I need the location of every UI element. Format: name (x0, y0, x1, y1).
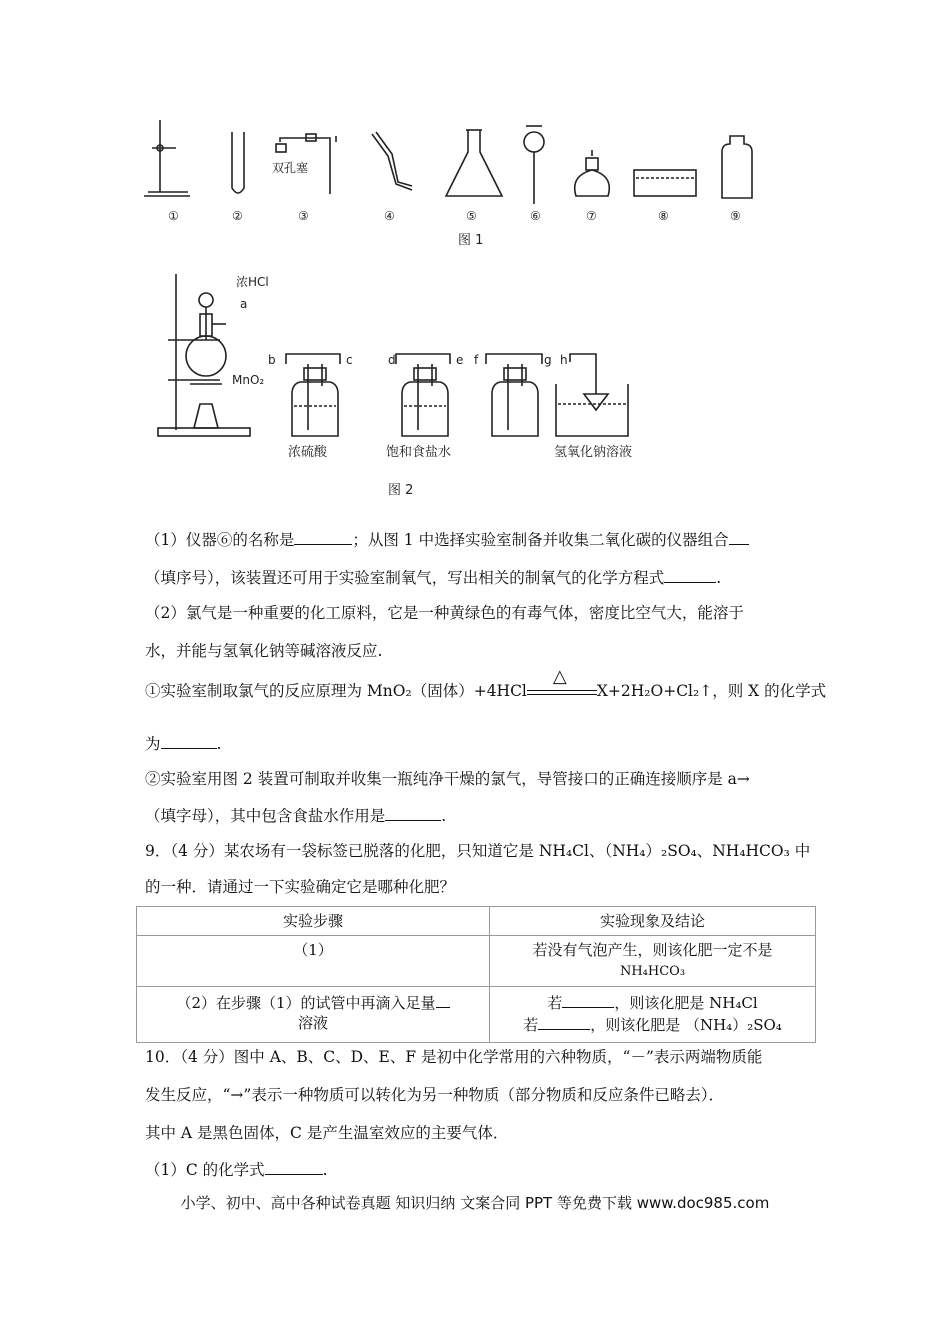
q8-text: . (216, 735, 222, 753)
q8-text: （1）仪器⑥的名称是 (145, 531, 295, 549)
q8-text: （填字母），其中包含食盐水作用是 (145, 807, 386, 825)
label-4: ④ (384, 209, 395, 223)
q10-text: 发生反应，“→”表示一种物质可以转化为另一种物质（部分物质和反应条件已略去）． (145, 1086, 725, 1104)
q8-text: . (441, 807, 447, 825)
q10-line-1 (145, 1046, 762, 1068)
q8-text: （2）氯气是一种重要的化工原料，它是一种黄绿色的有毒气体，密度比空气大，能溶于 (145, 604, 744, 622)
q8-text: ①实验室制取氯气的反应原理为 MnO₂（固体）+4HCl (145, 682, 527, 700)
step-2-cell (137, 987, 490, 1043)
long-neck-funnel-icon (524, 126, 544, 204)
q9-line-2 (145, 876, 455, 898)
stopper-label: 双孔塞 (272, 161, 309, 175)
q8-line-4 (145, 640, 382, 662)
label-3: ③ (298, 209, 309, 223)
q10-text: . (322, 1161, 328, 1179)
q10-text: 10．（4 分）图中 A、B、C、D、E、F 是初中化学常用的六种物质，“－”表示两端物质能 (145, 1048, 763, 1066)
q8-line-1 (145, 528, 749, 551)
step-2-text-b: 溶液 (297, 1014, 328, 1032)
connector-g: g (544, 353, 552, 367)
connector-f: f (474, 353, 479, 367)
q8-line-8 (145, 804, 446, 827)
result-1-formula: NH₄HCO₃ (619, 964, 686, 979)
q8-line-3 (145, 602, 744, 624)
conical-flask-icon (446, 130, 502, 196)
q9-text: 的一种．请通过一下实验确定它是哪种化肥？ (145, 878, 456, 896)
q10-line-3 (145, 1122, 508, 1144)
mno2-label: MnO₂ (232, 373, 265, 387)
label-1: ① (168, 209, 179, 223)
q10-text: 其中 A 是黑色固体，C 是产生温室效应的主要气体． (145, 1124, 509, 1142)
result-1-text: 若没有气泡产生，则该化肥一定不是 (532, 941, 773, 959)
connector-a: a (240, 297, 248, 311)
q9-line-1 (145, 840, 810, 862)
q9-text: 9．（4 分）某农场有一袋标签已脱落的化肥，只知道它是 NH₄Cl、（NH₄）₂SO₄、NH₄HCO₃ 中 (145, 842, 811, 860)
q10-text: （1）C 的化学式 (145, 1161, 265, 1179)
answer-blank[interactable] (385, 804, 441, 821)
result-3-text: ，则该化肥是 （NH₄）₂SO₄ (590, 1016, 782, 1034)
header-step: 实验步骤 (137, 907, 490, 936)
gas-jar-icon (722, 136, 752, 198)
collection-bottle-icon (486, 354, 542, 436)
label-9: ⑨ (730, 209, 741, 223)
test-tube-icon (232, 132, 244, 193)
step-1-text: （1） (293, 941, 333, 959)
label-6: ⑥ (530, 209, 541, 223)
table-row (137, 936, 816, 987)
result-2-text: ，则该化肥是 NH₄Cl (614, 994, 758, 1012)
q8-line-2 (145, 566, 721, 589)
label-7: ⑦ (586, 209, 597, 223)
answer-blank[interactable] (265, 1158, 323, 1175)
figure-1-numbers (168, 209, 741, 223)
label-2: ② (232, 209, 243, 223)
figure-2-caption: 图 2 (388, 483, 414, 498)
q8-text: 水，并能与氢氧化钠等碱溶液反应. (145, 642, 383, 660)
figure-1 (140, 112, 770, 252)
connector-d: d (388, 353, 396, 367)
result-2-text: 若 (547, 994, 563, 1012)
connector-e: e (456, 353, 464, 367)
q10-line-4 (145, 1158, 328, 1181)
q8-text: ②实验室用图 2 装置可制取并收集一瓶纯净干燥的氯气，导管接口的正确连接顺序是 a→ (145, 770, 750, 788)
step-2-text: （2）在步骤（1）的试管中再滴入足量 (176, 994, 436, 1012)
figure-1-caption: 图 1 (458, 233, 484, 248)
reaction-condition (527, 666, 597, 702)
table-row (137, 987, 816, 1043)
conc-sulfuric-acid-bottle-icon (286, 354, 340, 436)
water-trough-icon (634, 170, 696, 196)
delta-sign: △ (552, 666, 567, 687)
q8-line-7 (145, 768, 750, 790)
bottle-label-naoh: 氢氧化钠溶液 (554, 445, 633, 460)
q8-text: 为 (145, 735, 161, 753)
q8-line-5 (145, 666, 827, 702)
answer-blank[interactable] (294, 528, 352, 545)
saturated-salt-water-bottle-icon (396, 354, 450, 436)
answer-blank[interactable] (161, 732, 217, 749)
connector-c: c (346, 353, 353, 367)
glass-tube-icon (372, 132, 412, 190)
iron-stand-icon (144, 120, 190, 196)
q8-text: ；从图 1 中选择实验室制备并收集二氧化碳的仪器组合 (352, 531, 729, 549)
q8-line-6 (145, 732, 221, 755)
page-footer: 小学、初中、高中各种试卷真题 知识归纳 文案合同 PPT 等免费下载 www.doc985.com (180, 1194, 770, 1212)
answer-blank[interactable] (562, 991, 614, 1008)
label-5: ⑤ (466, 209, 477, 223)
q8-text: . (716, 569, 722, 587)
connector-b: b (268, 353, 276, 367)
q8-text: （填序号），该装置还可用于实验室制氧气，写出相关的制氧气的化学方程式 (145, 569, 665, 587)
chlorine-generator-icon (158, 274, 250, 436)
experiment-table (136, 906, 816, 1043)
result-2-cell (490, 987, 816, 1043)
answer-blank[interactable] (436, 991, 450, 1008)
q10-line-2 (145, 1084, 724, 1106)
table-header-row (137, 907, 816, 936)
q8-text: X+2H₂O+Cl₂↑，则 X 的化学式 (596, 682, 827, 700)
answer-blank[interactable] (729, 528, 749, 545)
figure-2 (150, 264, 650, 504)
bottle-label-salt-water: 饱和食盐水 (386, 445, 452, 460)
alcohol-lamp-icon (575, 150, 610, 196)
result-3-text: 若 (523, 1016, 539, 1034)
conc-hcl-label: 浓HCl (236, 275, 269, 289)
answer-blank[interactable] (538, 1013, 590, 1030)
result-1-cell (490, 936, 816, 987)
connector-h: h (560, 353, 568, 367)
step-1-cell (137, 936, 490, 987)
header-result: 实验现象及结论 (490, 907, 816, 936)
bottle-label-sulfuric: 浓硫酸 (288, 445, 328, 460)
label-8: ⑧ (658, 209, 669, 223)
answer-blank[interactable] (664, 566, 716, 583)
